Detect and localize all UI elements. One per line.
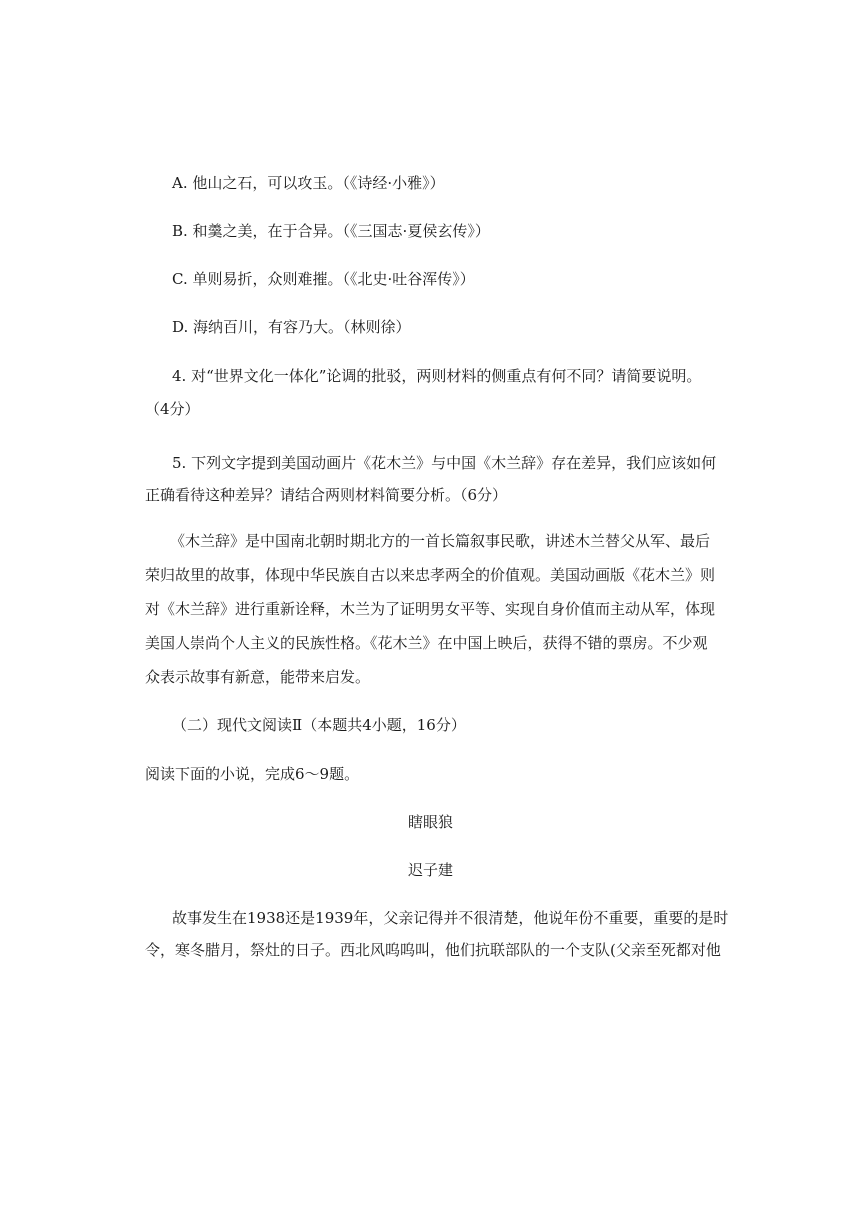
- material-line-1: 《木兰辞》是中国南北朝时期北方的一首长篇叙事民歌，讲述木兰替父从军、最后: [170, 532, 711, 550]
- story-title: 瞎眼狼: [407, 813, 453, 831]
- question-5-line-1: 5. 下列文字提到美国动画片《花木兰》与中国《木兰辞》存在差异，我们应该如何: [172, 454, 717, 472]
- material-line-3: 对《木兰辞》进行重新诠释，木兰为了证明男女平等、实现自身价值而主动从军，体现: [145, 600, 716, 618]
- section-heading: （二）现代文阅读Ⅱ（本题共4小题，16分）: [172, 716, 466, 734]
- option-b: B. 和羹之美，在于合异。（《三国志·夏侯玄传》）: [172, 222, 490, 240]
- story-author: 迟子建: [407, 861, 453, 879]
- story-line-1: 故事发生在1938还是1939年，父亲记得并不很清楚，他说年份不重要，重要的是时: [172, 909, 729, 927]
- reading-instruction: 阅读下面的小说，完成6～9题。: [145, 765, 360, 783]
- story-line-2: 令，寒冬腊月，祭灶的日子。西北风呜呜叫，他们抗联部队的一个支队(父亲至死都对他: [145, 941, 721, 959]
- option-d: D. 海纳百川，有容乃大。（林则徐）: [172, 318, 411, 336]
- option-c: C. 单则易折，众则难摧。（《北史·吐谷浑传》）: [172, 270, 475, 288]
- question-5-line-2: 正确看待这种差异？请结合两则材料简要分析。（6分）: [145, 486, 508, 504]
- material-line-2: 荣归故里的故事，体现中华民族自古以来忠孝两全的价值观。美国动画版《花木兰》则: [145, 566, 716, 584]
- option-a: A. 他山之石，可以攻玉。（《诗经·小雅》）: [172, 174, 445, 192]
- material-line-5: 众表示故事有新意，能带来启发。: [145, 668, 371, 686]
- material-line-4: 美国人崇尚个人主义的民族性格。《花木兰》在中国上映后，获得不错的票房。不少观: [145, 634, 708, 652]
- question-4-line-2: （4分）: [145, 400, 200, 418]
- question-4-line-1: 4. 对“世界文化一体化”论调的批驳，两则材料的侧重点有何不同？请简要说明。: [172, 367, 702, 385]
